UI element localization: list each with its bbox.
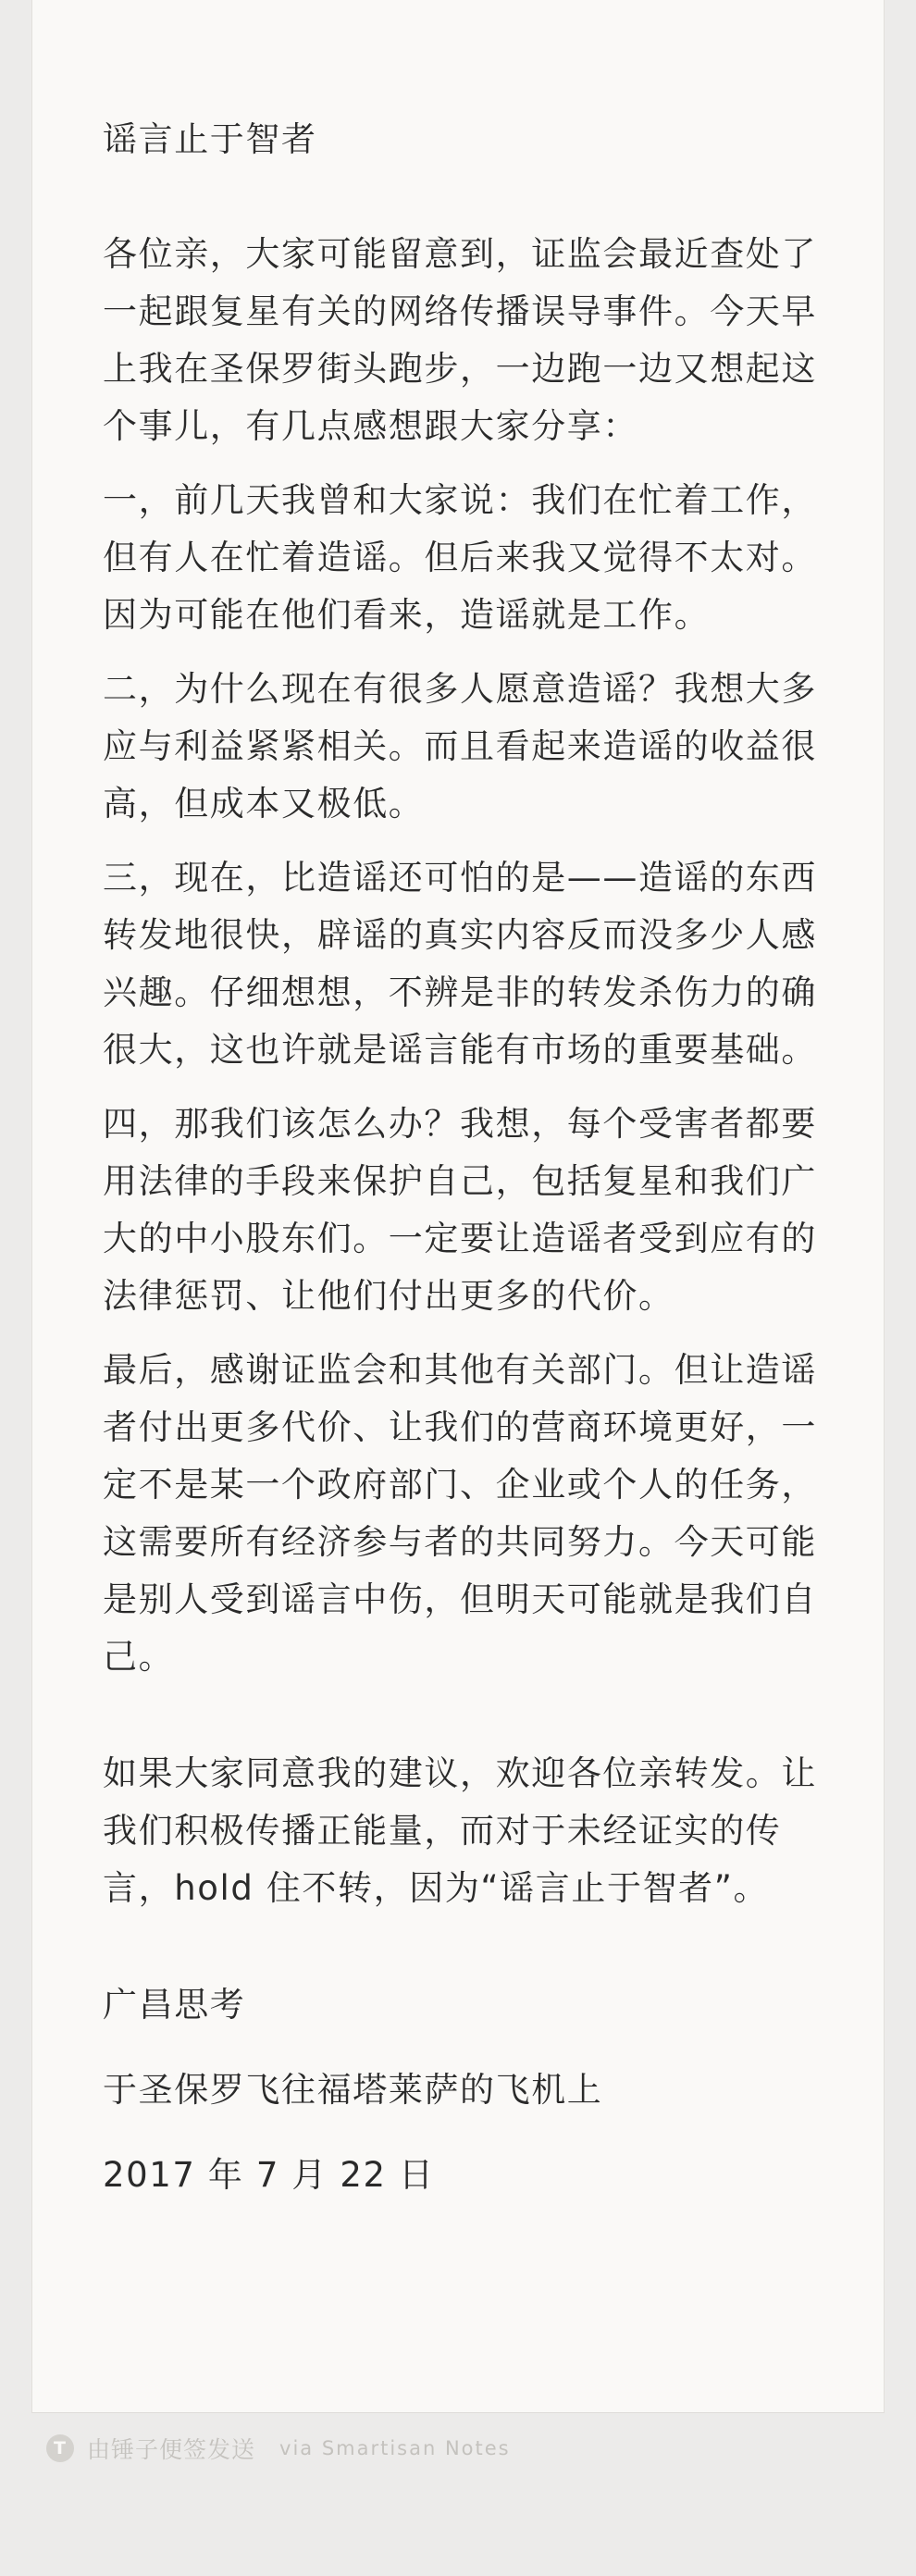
- location-line: 于圣保罗飞往福塔莱萨的飞机上: [103, 2070, 603, 2110]
- date-line: 2017 年 7 月 22 日: [103, 2155, 435, 2195]
- paragraph-closing: 最后，感谢证监会和其他有关部门。但让造谣者付出更多代价、让我们的营商环境更好，一定不是某一个政府部门、企业或个人的任务，这需要所有经济参与者的共同努力。今天可能是别人受到谣言中伤，但明天可能就是我们自己。: [103, 1350, 817, 1677]
- paragraph-intro: 各位亲，大家可能留意到，证监会最近查处了一起跟复星有关的网络传播误导事件。今天早上我在圣保罗街头跑步，一边跑一边又想起这个事儿，有几点感想跟大家分享：: [103, 234, 817, 446]
- signature: 广昌思考: [103, 1985, 246, 2025]
- paragraph-point-three: 三，现在，比造谣还可怕的是——造谣的东西转发地很快，辟谣的真实内容反而没多少人感兴趣。仔细想想，不辨是非的转发杀伤力的确很大，这也许就是谣言能有市场的重要基础。: [103, 858, 817, 1070]
- via-label: via Smartisan Notes: [279, 2437, 511, 2459]
- paragraph-point-one: 一，前几天我曾和大家说：我们在忙着工作，但有人在忙着造谣。但后来我又觉得不太对。因为可能在他们看来，造谣就是工作。: [103, 480, 817, 635]
- note-paper: [31, 0, 885, 2413]
- note-title: 谣言止于智者: [103, 119, 317, 159]
- smartisan-logo-icon: T: [46, 2434, 74, 2462]
- app-footer: [46, 2430, 511, 2467]
- paragraph-point-four: 四，那我们该怎么办？我想，每个受害者都要用法律的手段来保护自己，包括复星和我们广大的中小股东们。一定要让造谣者受到应有的法律惩罚、让他们付出更多的代价。: [103, 1104, 817, 1316]
- paragraph-point-two: 二，为什么现在有很多人愿意造谣？我想大多应与利益紧紧相关。而且看起来造谣的收益很高，但成本又极低。: [103, 669, 817, 824]
- note-body: [103, 111, 843, 2204]
- sent-by-label: 由锤子便签发送: [87, 2436, 256, 2463]
- paragraph-appeal: 如果大家同意我的建议，欢迎各位亲转发。让我们积极传播正能量，而对于未经证实的传言，hold 住不转，因为“谣言止于智者”。: [103, 1753, 817, 1908]
